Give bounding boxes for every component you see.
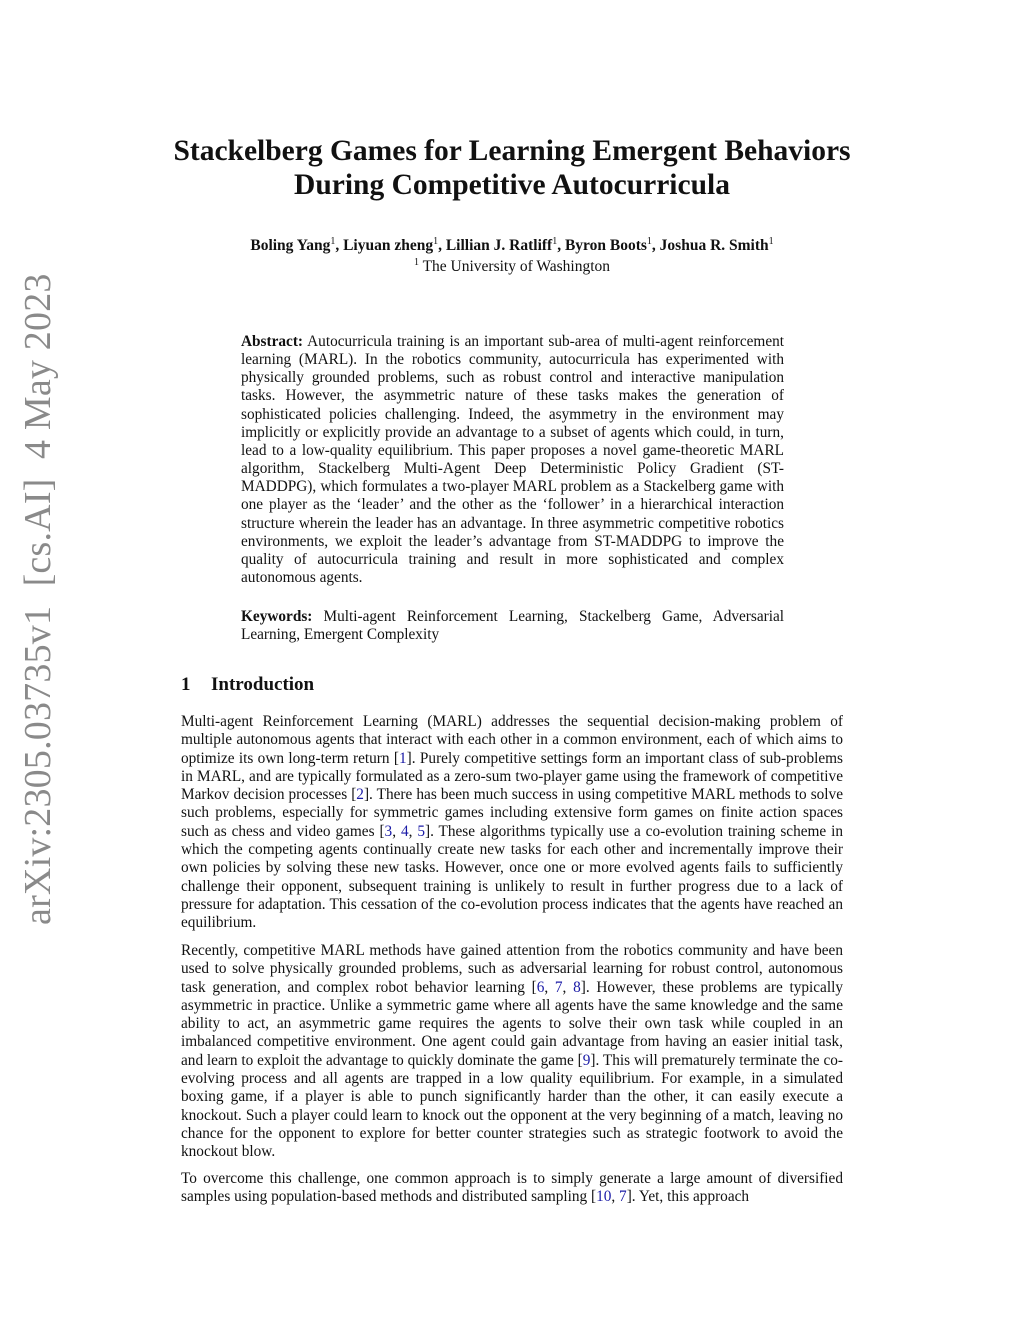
author-name: Joshua R. Smith bbox=[659, 237, 769, 254]
paragraph-text: ]. Yet, this approach bbox=[626, 1188, 750, 1206]
title-line-1: Stackelberg Games for Learning Emergent Behaviors bbox=[173, 135, 851, 167]
section-heading-introduction bbox=[181, 673, 314, 697]
section-title: Introduction bbox=[211, 674, 315, 695]
author-affil-mark: 1 bbox=[552, 236, 558, 247]
intro-paragraph-2 bbox=[181, 942, 843, 1162]
intro-paragraph-1 bbox=[181, 713, 843, 933]
intro-paragraph-3 bbox=[181, 1170, 843, 1207]
affiliation-mark: 1 bbox=[413, 257, 419, 268]
paragraph-text: ]. There has been much success in using competitive MARL methods to solve such problems, especially for symmetric games including extensive form games on finite action spaces such as chess and video games [ bbox=[181, 786, 843, 840]
author-affil-mark: 1 bbox=[330, 236, 336, 247]
paragraph-text: , bbox=[544, 978, 555, 996]
keywords-text: Multi-agent Reinforcement Learning, Stackelberg Game, Adversarial Learning, Emergent Complexity bbox=[241, 608, 785, 644]
paragraph-text: ]. These algorithms typically use a co-evolution training scheme in which the competing agents continually create new tasks for each other and incrementally improve their own policies by solving these new tasks. However, once one or more evolved agents fails to sufficiently challenge their opponent, subsequent training is unlikely to result in further progress due to a lack of pressure for adaptation. This cessation of the co-evolution process indicates that the agents have reached an equilibrium. bbox=[181, 822, 844, 932]
affiliation bbox=[150, 257, 874, 277]
paper-title bbox=[120, 134, 904, 202]
author-name: Lillian J. Ratliff bbox=[445, 237, 553, 254]
citation-link[interactable]: 4 bbox=[400, 822, 409, 840]
citation-link[interactable]: 7 bbox=[619, 1188, 627, 1206]
paragraph-text: , bbox=[611, 1188, 620, 1206]
citation-link[interactable]: 3 bbox=[384, 822, 393, 840]
author-list: Boling Yang$^1$, Liyuan zheng$^1$, Lillian J. Ratliff$^1$, Byron Boots$^1$, Joshua R. Smith$^1$ bbox=[250, 236, 774, 254]
paragraph-text: , bbox=[408, 822, 418, 840]
section-number: 1 bbox=[181, 674, 191, 695]
paragraph-text: , bbox=[562, 978, 574, 996]
author-affil-mark: 1 bbox=[646, 236, 652, 247]
author-affil-mark: 1 bbox=[768, 236, 774, 247]
citation-link[interactable]: 7 bbox=[554, 978, 563, 996]
author-name: Liyuan zheng bbox=[343, 237, 434, 254]
paragraph-text: , bbox=[392, 822, 401, 840]
keywords-label: Keywords: bbox=[241, 608, 313, 625]
citation-link[interactable]: 5 bbox=[417, 822, 425, 840]
author-name: Boling Yang bbox=[250, 237, 331, 254]
paragraph-text: ]. However, these problems are typically asymmetric in practice. Unlike a symmetric game where all agents have the same knowledge and the same ability to act, an asymmetric game requires the agents to solve their own task while coupled in an imbalanced competitive environment. One agent could gain advantage from having an easier initial task, and learn to exploit the advantage to quickly dominate the game [ bbox=[181, 978, 843, 1069]
keywords bbox=[241, 608, 784, 644]
author-affil-mark: 1 bbox=[433, 236, 439, 247]
citation-link[interactable]: 6 bbox=[536, 978, 545, 996]
citation-link[interactable]: 1 bbox=[399, 749, 407, 767]
citation-link[interactable]: 2 bbox=[356, 786, 364, 804]
paragraph-text: ]. This will prematurely terminate the co-evolving process and all agents are trapped in a low quality equilibrium. For example, in a simulated boxing game, if a player is able to punch significantly harder than the other, it can easily execute a knockout. Such a player could learn to knock out the opponent at the very beginning of a match, leaving no chance for the opponent to explore for better counter strategies such as strategic footwork to avoid the knockout blow. bbox=[181, 1051, 843, 1161]
abstract-label: Abstract: bbox=[241, 333, 304, 350]
arxiv-identifier: arXiv:2305.03735v1 [cs.AI] 4 May 2023 bbox=[17, 273, 59, 925]
paragraph-text: Recently, competitive MARL methods have gained attention from the robotics community and have been used to solve physically grounded problems, such as adversarial learning for robust control, autonomous task generation, and complex robot behavior learning [ bbox=[181, 942, 843, 996]
citation-link[interactable]: 10 bbox=[596, 1188, 612, 1206]
paragraph-text: To overcome this challenge, one common approach is to simply generate a large amount of diversified samples using population-based methods and distributed sampling [ bbox=[181, 1170, 843, 1206]
abstract bbox=[241, 333, 784, 587]
citation-link[interactable]: 8 bbox=[573, 978, 581, 996]
citation-link[interactable]: 9 bbox=[582, 1051, 591, 1069]
paragraph-text: Multi-agent Reinforcement Learning (MARL) addresses the sequential decision-making problem of multiple autonomous agents that interact with each other in a common environment, each of which aims to optimize its own long-term return [ bbox=[181, 713, 843, 767]
author-name: Byron Boots bbox=[564, 237, 647, 254]
paragraph-text: ]. Purely competitive settings form an important class of sub-problems in MARL, and are typically formulated as a zero-sum two-player game using the framework of competitive Markov decision processes [ bbox=[181, 749, 843, 804]
title-line-2: During Competitive Autocurricula bbox=[294, 169, 730, 201]
abstract-text: Autocurricula training is an important sub-area of multi-agent reinforcement learning (MARL). In the robotics community, autocurricula has experimented with physically grounded problems, such as robust control and interactive manipulation tasks. However, the asymmetric nature of these tasks makes the generation of sophisticated policies challenging. Indeed, the asymmetry in the environment may implicitly or explicitly provide an advantage to a subset of agents which could, in turn, lead to a low-quality equilibrium. This paper proposes a novel game-theoretic MARL algorithm, Stackelberg Multi-Agent Deep Deterministic Policy Gradient (ST-MADDPG), which formulates a two-player MARL problem as a Stackelberg game with one player as the ‘leader’ and the other as the ‘follower’ in a hierarchical interaction structure wherein the leader has an advantage. In three asymmetric competitive robotics environments, we exploit the leader’s advantage from ST-MADDPG to improve the quality of autocurricula training and result in more sophisticated and complex autonomous agents. bbox=[241, 333, 785, 587]
affiliation-name: The University of Washington bbox=[422, 258, 611, 275]
